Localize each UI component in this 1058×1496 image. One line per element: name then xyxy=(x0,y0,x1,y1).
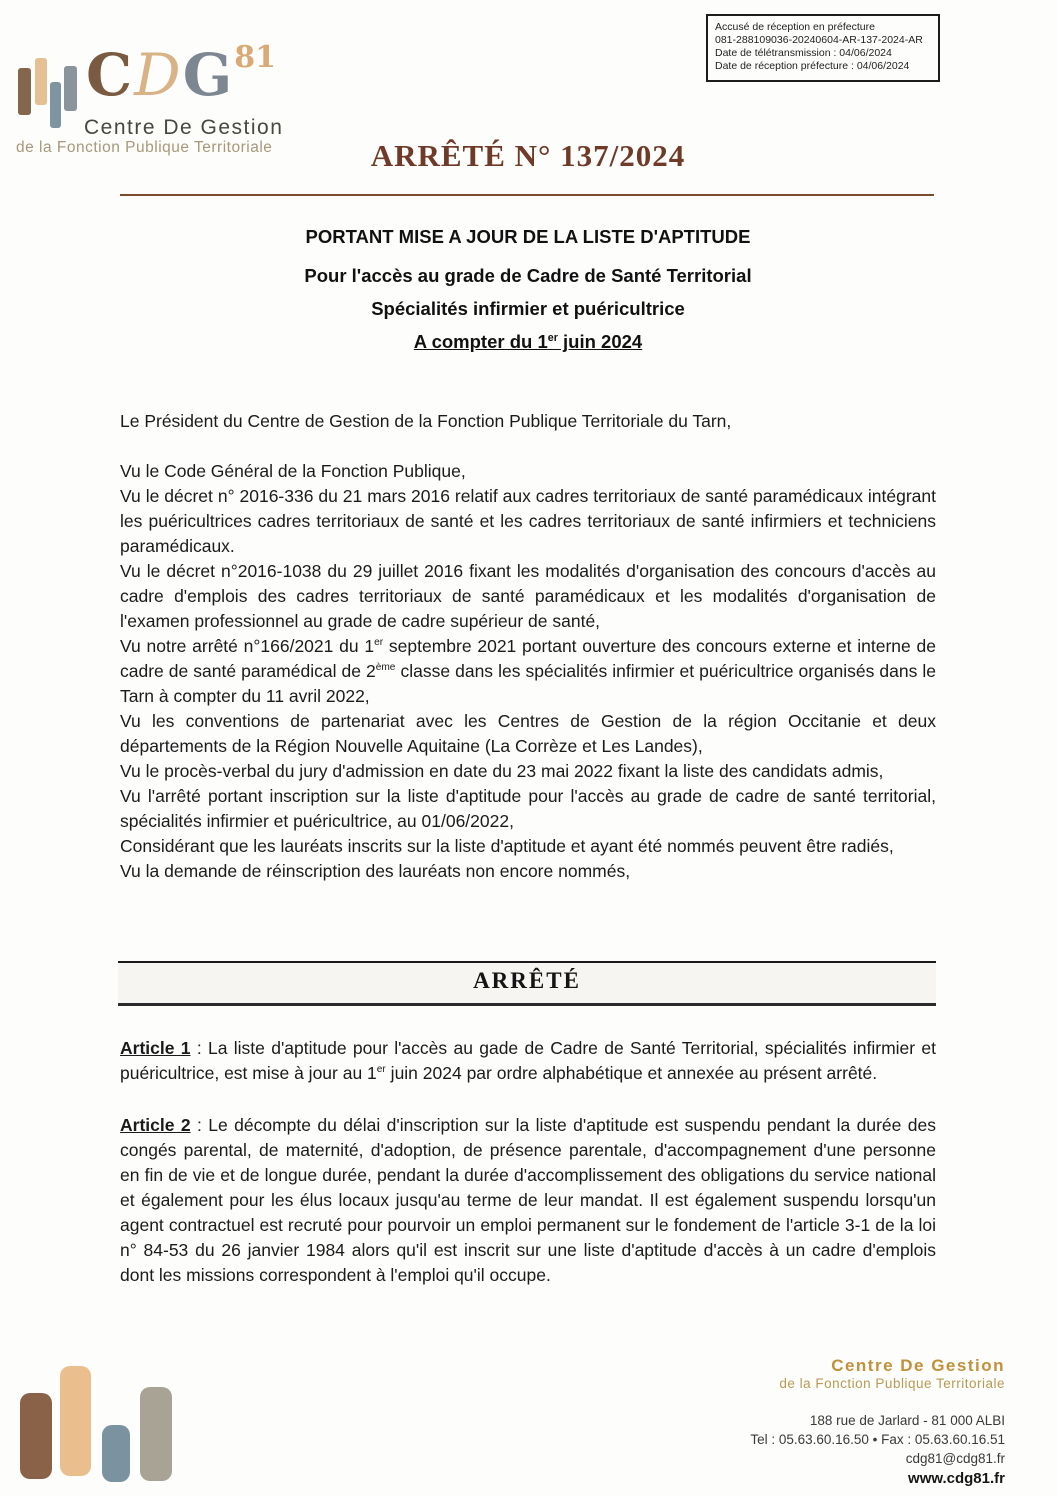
body-paragraph xyxy=(120,859,936,884)
body-paragraph xyxy=(120,784,936,834)
logo-org-name: Centre De Gestion xyxy=(84,116,284,139)
body-paragraph xyxy=(120,634,936,709)
body-paragraph xyxy=(120,709,936,759)
text-segment: Vu les conventions de partenariat avec les Centres de Gestion de la région Occitanie et deux départements de la Région Nouvelle Aquitaine (La Corrèze et Les Landes), xyxy=(120,711,936,756)
body-paragraph xyxy=(120,834,936,859)
footer-bar-icon xyxy=(140,1387,172,1481)
footer-bar-icon xyxy=(60,1366,91,1476)
subtitle-line: Spécialités infirmier et puéricultrice xyxy=(371,298,685,319)
stamp-line: 081-288109036-20240604-AR-137-2024-AR xyxy=(715,34,923,46)
text-segment: septembre 2021 portant ouverture des concours externe et interne de cadre de santé paramédical de 2 xyxy=(120,636,937,681)
body-paragraph xyxy=(120,559,936,634)
logo-bars-icon xyxy=(18,54,80,134)
title-rule xyxy=(120,194,934,196)
body-paragraphs xyxy=(120,409,936,884)
text-segment: Vu notre arrêté n°166/2021 du 1 xyxy=(120,636,375,656)
footer-org-subtitle: de la Fonction Publique Territoriale xyxy=(779,1376,1005,1391)
subtitle-line: PORTANT MISE A JOUR DE LA LISTE D'APTITUDE xyxy=(305,226,751,247)
text-segment: Vu la demande de réinscription des lauréats non encore nommés, xyxy=(120,861,631,881)
text-segment: juin 2024 par ordre alphabétique et annexée au présent arrêté. xyxy=(385,1063,878,1083)
footer-email: cdg81@cdg81.fr xyxy=(905,1451,1005,1466)
articles xyxy=(120,1036,936,1315)
footer-bar-icon xyxy=(20,1393,52,1479)
date-ordinal: er xyxy=(547,331,558,344)
logo-bar-icon xyxy=(35,58,47,105)
stamp-line: Date de réception préfecture : 04/06/2024 xyxy=(715,60,910,72)
stamp-line: Date de télétransmission : 04/06/2024 xyxy=(715,47,892,59)
footer-contact-block xyxy=(750,1356,1005,1489)
wordmark-letter: C xyxy=(86,41,135,109)
subtitle-block xyxy=(120,226,936,353)
text-segment: Vu le décret n°2016-1038 du 29 juillet 2016 fixant les modalités d'organisation des concours d'accès au cadre d'emplois des cadres territoriaux de santé paramédicaux et les modalités d'organisation de l'examen professionnel au grade de cadre supérieur de santé, xyxy=(120,561,936,631)
footer-tel-fax: Tel : 05.63.60.16.50 • Fax : 05.63.60.16.51 xyxy=(750,1432,1005,1447)
footer-org-name: Centre De Gestion xyxy=(831,1356,1005,1375)
footer-website: www.cdg81.fr xyxy=(908,1470,1005,1487)
text-segment: Vu l'arrêté portant inscription sur la liste d'aptitude pour l'accès au grade de cadre de santé territorial, spécialités infirmier et puéricultrice, au 01/06/2022, xyxy=(120,786,936,831)
text-segment: Vu le décret n° 2016-336 du 21 mars 2016 relatif aux cadres territoriaux de santé paramédicaux intégrant les puéricultrices cadres territoriaux de santé et les cadres territoriaux de santé infirmiers et techniciens paramédicaux. xyxy=(120,486,936,556)
subtitle-effective-date xyxy=(120,331,936,353)
logo-org-subtitle: de la Fonction Publique Territoriale xyxy=(16,139,273,156)
section-heading: ARRÊTÉ xyxy=(118,961,936,1006)
body-paragraph xyxy=(120,459,936,484)
subtitle-line: Pour l'accès au grade de Cadre de Santé Territorial xyxy=(304,265,752,286)
body-paragraph xyxy=(120,759,936,784)
wordmark-letter: 81 xyxy=(234,40,276,75)
article-label: Article 2 xyxy=(120,1115,191,1135)
article-label: Article 1 xyxy=(120,1038,191,1058)
date-text: A compter du 1 xyxy=(413,331,548,352)
prefecture-stamp xyxy=(706,14,940,82)
text-segment: : La liste d'aptitude pour l'accès au gade de Cadre de Santé Territorial, spécialités infirmier et puéricultrice, est mise à jour au 1 xyxy=(120,1038,937,1083)
text-segment: ème xyxy=(375,662,396,674)
text-segment: classe dans les spécialités infirmier et puéricultrice organisés dans le Tarn à compter du 11 avril 2022, xyxy=(120,661,936,706)
body-paragraph xyxy=(120,409,936,434)
text-segment: Le Président du Centre de Gestion de la Fonction Publique Territoriale du Tarn, xyxy=(120,411,732,431)
body-paragraph xyxy=(120,484,936,559)
wordmark-letter: G xyxy=(182,41,235,109)
text-segment: er xyxy=(376,1064,386,1076)
cdg81-wordmark xyxy=(86,40,276,109)
text-segment: Vu le procès-verbal du jury d'admission en date du 23 mai 2022 fixant la liste des candidats admis, xyxy=(120,761,884,781)
article-paragraph xyxy=(120,1036,936,1086)
text-segment: : Le décompte du délai d'inscription sur la liste d'aptitude est suspendu pendant la durée des congés parental, de maternité, d'adoption, de présence parentale, d'accompagnement d'une personne en fin de vie et de longue durée, pendant la durée d'accomplissement des obligations du service national et également pour les élus locaux jusqu'au terme de leur mandat. Il est également suspendu lorsqu'un agent contractuel est recruté pour pourvoir un emploi permanent sur le fondement de l'article 3-1 de la loi n° 84-53 du 26 janvier 1984 alors qu'il est inscrit sur une liste d'aptitude d'accès à un cadre d'emplois dont les missions correspondent à l'emploi qu'il occupe. xyxy=(120,1115,937,1285)
text-segment: Considérant que les lauréats inscrits sur la liste d'aptitude et ayant été nommés peuvent être radiés, xyxy=(120,836,894,856)
logo-bar-icon xyxy=(18,68,31,115)
logo-bar-icon xyxy=(64,66,77,111)
text-segment: Vu le Code Général de la Fonction Publique, xyxy=(120,461,466,481)
text-segment: er xyxy=(374,637,384,649)
article-paragraph xyxy=(120,1113,936,1288)
footer-address: 188 rue de Jarlard - 81 000 ALBI xyxy=(809,1413,1005,1428)
page-title: ARRÊTÉ N° 137/2024 xyxy=(370,138,686,173)
footer-logo-bars-icon xyxy=(0,1360,200,1496)
stamp-line: Accusé de réception en préfecture xyxy=(715,21,875,33)
logo-bar-icon xyxy=(50,82,61,128)
footer-bar-icon xyxy=(102,1425,130,1482)
wordmark-letter: D xyxy=(134,41,183,109)
date-text: juin 2024 xyxy=(557,331,643,352)
